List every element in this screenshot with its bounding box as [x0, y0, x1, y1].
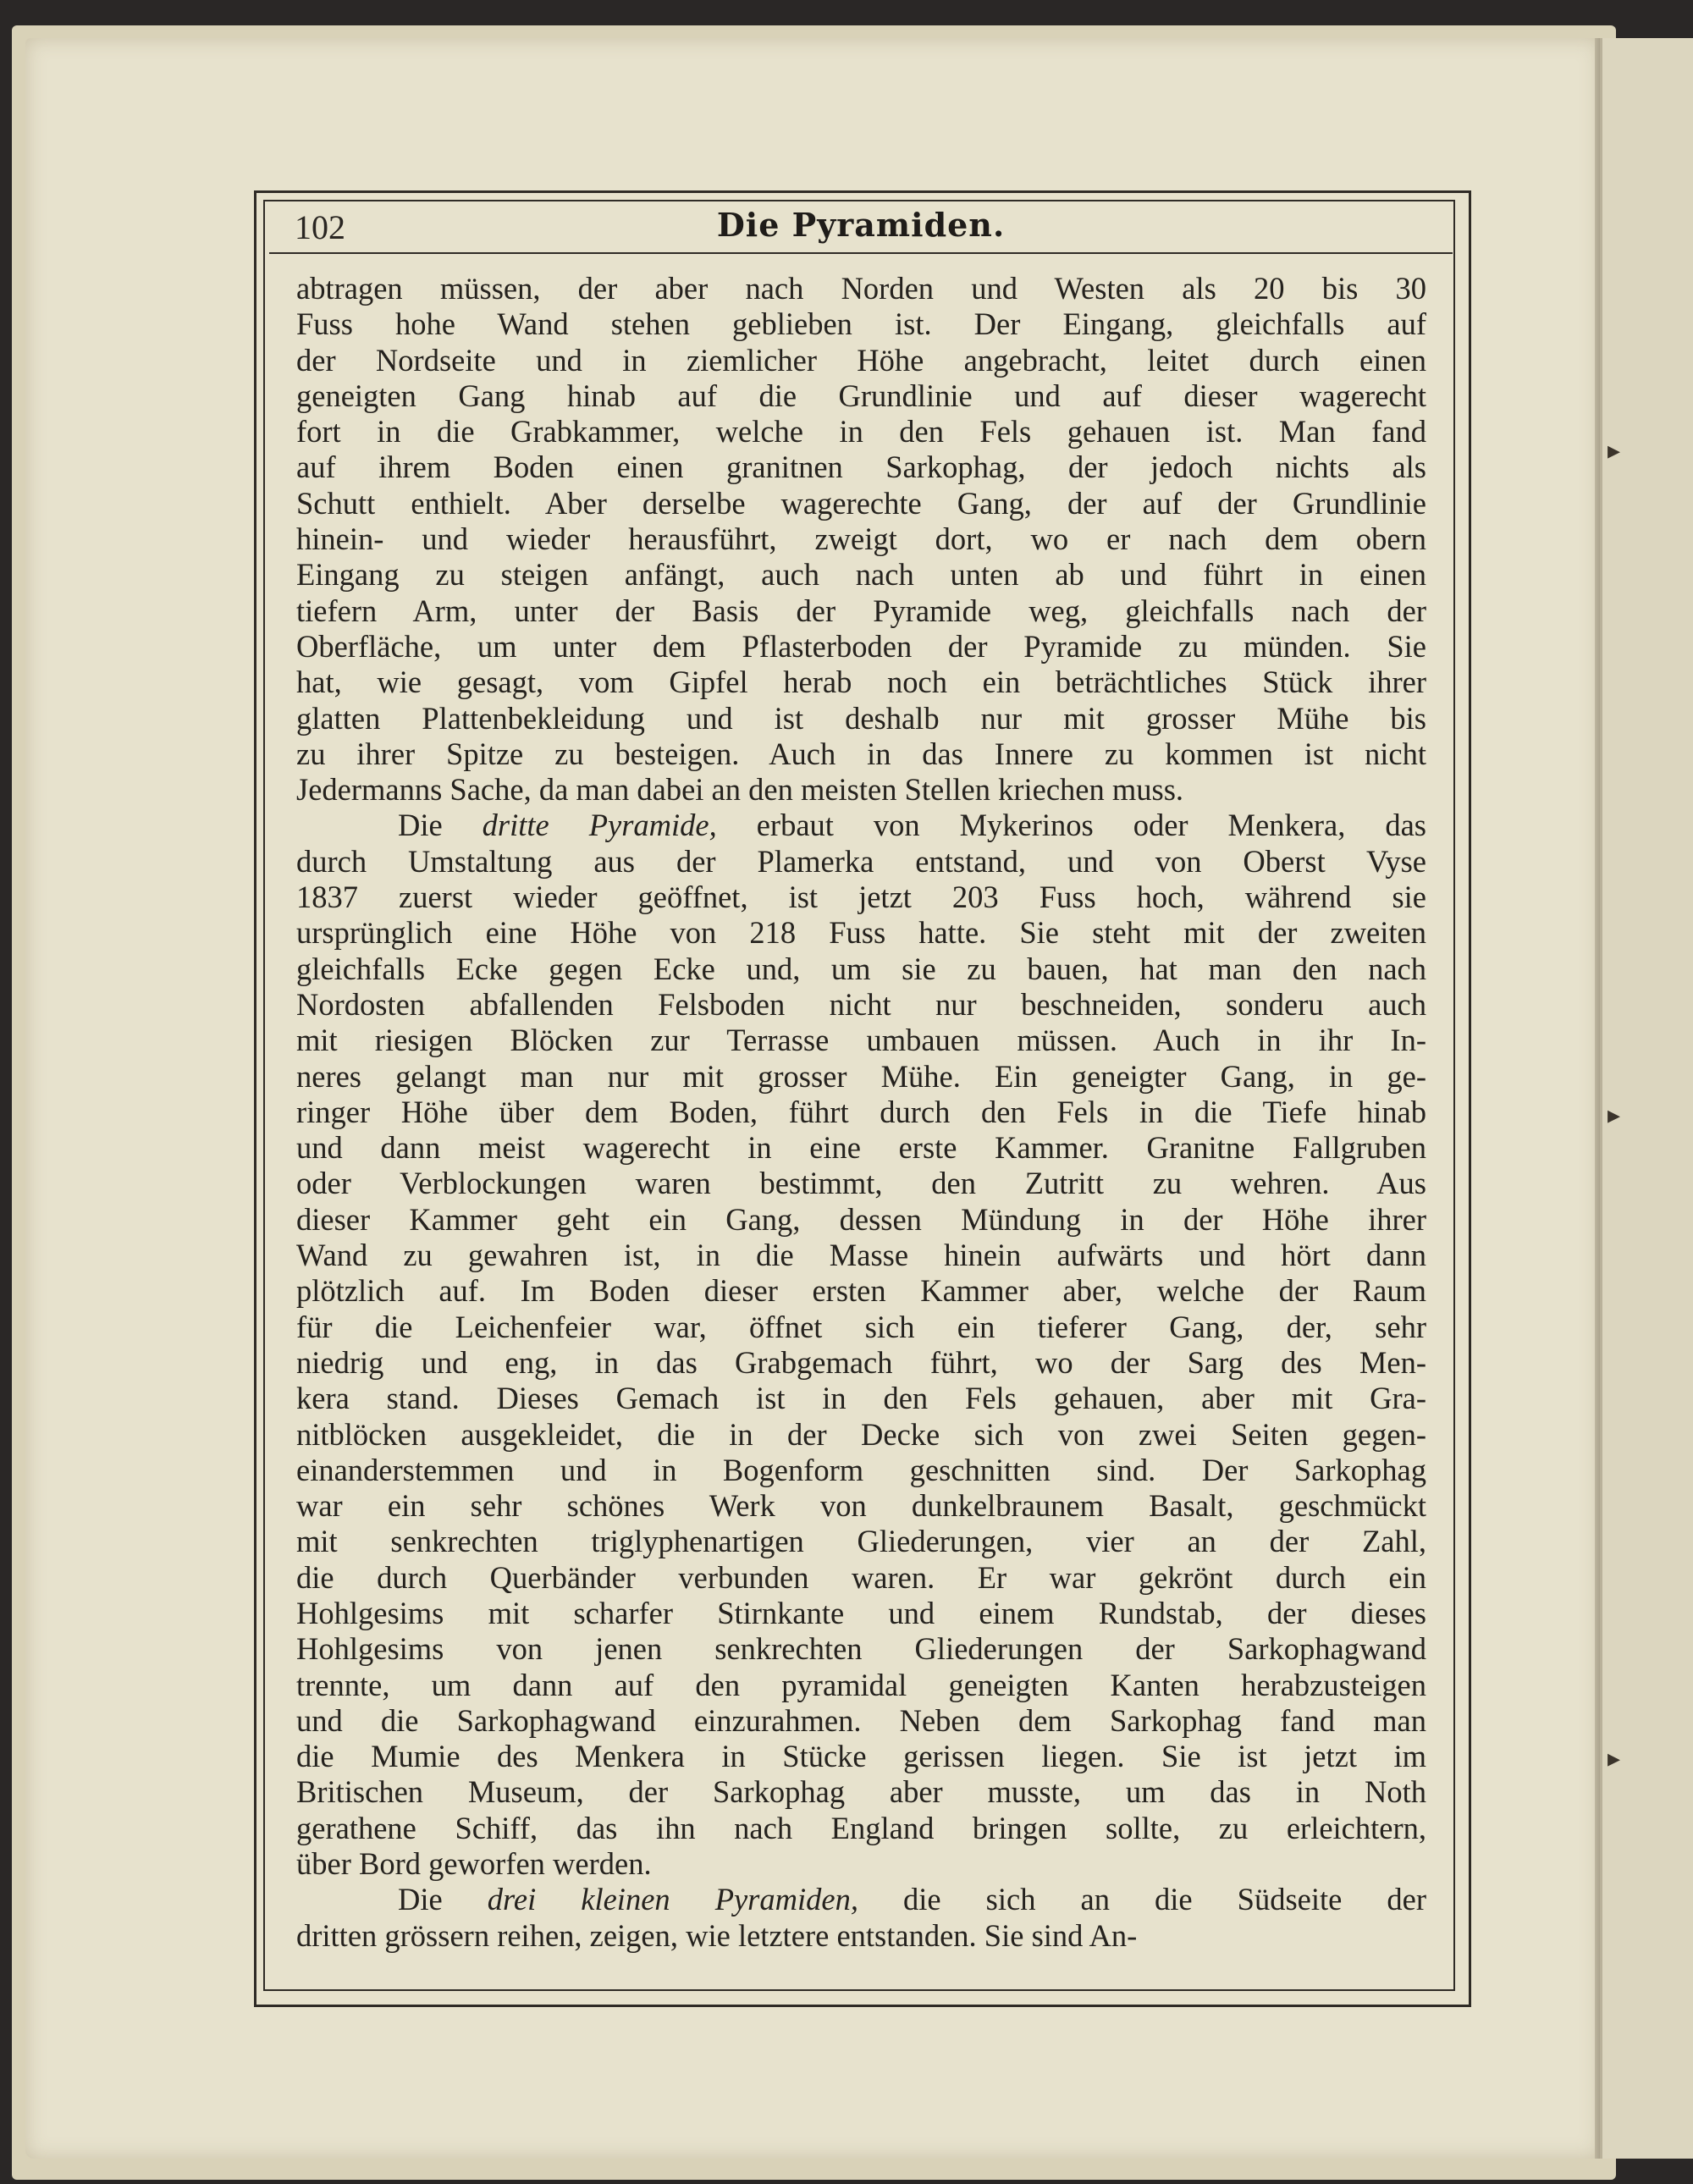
- text-line: war ein sehr schönes Werk von dunkelbraunem Basalt, geschmückt: [296, 1488, 1426, 1524]
- text-line: plötzlich auf. Im Boden dieser ersten Kammer aber, welche der Raum: [296, 1273, 1426, 1309]
- text-line: Wand zu gewahren ist, in die Masse hinein aufwärts und hört dann: [296, 1238, 1426, 1273]
- text-line: dritten grössern reihen, zeigen, wie letztere entstanden. Sie sind An-: [296, 1917, 1138, 1953]
- text-line: Schutt enthielt. Aber derselbe wagerechte Gang, der auf der Grundlinie: [296, 485, 1426, 521]
- adjacent-page-edge: [1600, 38, 1693, 2159]
- text-line: ursprünglich eine Höhe von 218 Fuss hatte. Sie steht mit der zweiten: [296, 915, 1426, 951]
- text-line: hat, wie gesagt, vom Gipfel herab noch ein beträchtliches Stück ihrer: [296, 665, 1426, 700]
- text-line: [296, 808, 1426, 843]
- ribbon-mark-2: ▸: [1608, 1100, 1621, 1130]
- page-number: 102: [295, 208, 345, 246]
- page-title: Die Pyramiden.: [716, 206, 1006, 244]
- text-line: und die Sarkophagwand einzurahmen. Neben dem Sarkophag fand man: [296, 1702, 1426, 1738]
- text-line: zu ihrer Spitze zu besteigen. Auch in das Innere zu kommen ist nicht: [296, 736, 1426, 771]
- text-line: neres gelangt man nur mit grosser Mühe. Ein geneigter Gang, in ge-: [296, 1058, 1426, 1094]
- text-line: fort in die Grabkammer, welche in den Fels gehauen ist. Man fand: [296, 414, 1426, 449]
- text-line: trennte, um dann auf den pyramidal geneigten Kanten herabzusteigen: [296, 1667, 1426, 1702]
- text-segment: erbaut von Mykerinos oder Menkera, das: [716, 808, 1426, 843]
- text-line: abtragen müssen, der aber nach Norden und Westen als 20 bis 30: [296, 271, 1426, 306]
- text-line: gleichfalls Ecke gegen Ecke und, um sie zu bauen, hat man den nach: [296, 951, 1426, 986]
- text-line: Hohlgesims von jenen senkrechten Gliederungen der Sarkophagwand: [296, 1631, 1426, 1667]
- text-segment: Die: [398, 808, 483, 843]
- text-line: für die Leichenfeier war, öffnet sich ein tieferer Gang, der, sehr: [296, 1309, 1426, 1344]
- text-line: nitblöcken ausgekleidet, die in der Decke sich von zwei Seiten gegen-: [296, 1416, 1426, 1452]
- text-line: Fuss hohe Wand stehen geblieben ist. Der Eingang, gleichfalls auf: [296, 306, 1426, 342]
- text-line: hinein- und wieder herausführt, zweigt dort, wo er nach dem obern: [296, 521, 1426, 557]
- text-line: kera stand. Dieses Gemach ist in den Fels gehauen, aber mit Gra-: [296, 1381, 1426, 1416]
- text-segment: die sich an die Südseite der: [858, 1882, 1426, 1917]
- text-line: 1837 zuerst wieder geöffnet, ist jetzt 203 Fuss hoch, während sie: [296, 880, 1426, 915]
- text-line: einanderstemmen und in Bogenform geschnitten sind. Der Sarkophag: [296, 1452, 1426, 1487]
- text-line: Jedermanns Sache, da man dabei an den meisten Stellen kriechen muss.: [296, 772, 1184, 808]
- text-line: glatten Plattenbekleidung und ist deshalb nur mit grosser Mühe bis: [296, 700, 1426, 736]
- text-line: die Mumie des Menkera in Stücke gerissen liegen. Sie ist jetzt im: [296, 1739, 1426, 1774]
- text-line: der Nordseite und in ziemlicher Höhe angebracht, leitet durch einen: [296, 342, 1426, 378]
- running-header: [269, 203, 1453, 254]
- text-segment: Die: [398, 1882, 488, 1917]
- text-line: [296, 1882, 1426, 1917]
- text-line: Hohlgesims mit scharfer Stirnkante und einem Rundstab, der dieses: [296, 1595, 1426, 1630]
- text-line: und dann meist wagerecht in eine erste Kammer. Granitne Fallgruben: [296, 1130, 1426, 1166]
- text-line: Nordosten abfallenden Felsboden nicht nur beschneiden, sonderu auch: [296, 986, 1426, 1022]
- text-line: mit senkrechten triglyphenartigen Gliederungen, vier an der Zahl,: [296, 1524, 1426, 1559]
- text-line: oder Verblockungen waren bestimmt, den Zutritt zu wehren. Aus: [296, 1166, 1426, 1201]
- text-line: ringer Höhe über dem Boden, führt durch den Fels in die Tiefe hinab: [296, 1094, 1426, 1129]
- text-line: durch Umstaltung aus der Plamerka entstand, und von Oberst Vyse: [296, 843, 1426, 879]
- text-line: tiefern Arm, unter der Basis der Pyramide weg, gleichfalls nach der: [296, 593, 1426, 628]
- body-text: [296, 271, 1426, 1954]
- text-line: niedrig und eng, in das Grabgemach führt, wo der Sarg des Men-: [296, 1344, 1426, 1380]
- text-line: geneigten Gang hinab auf die Grundlinie und auf dieser wagerecht: [296, 378, 1426, 413]
- text-line: gerathene Schiff, das ihn nach England bringen sollte, zu erleichtern,: [296, 1810, 1426, 1845]
- emphasized-term: dritte Pyramide,: [482, 808, 717, 843]
- emphasized-term: drei kleinen Pyramiden,: [487, 1882, 858, 1917]
- text-line: auf ihrem Boden einen granitnen Sarkophag, der jedoch nichts als: [296, 449, 1426, 485]
- ribbon-mark-1: ▸: [1608, 436, 1621, 466]
- text-line: die durch Querbänder verbunden waren. Er war gekrönt durch ein: [296, 1559, 1426, 1595]
- text-line: Oberfläche, um unter dem Pflasterboden der Pyramide zu münden. Sie: [296, 628, 1426, 664]
- text-line: dieser Kammer geht ein Gang, dessen Mündung in der Höhe ihrer: [296, 1201, 1426, 1237]
- ribbon-mark-3: ▸: [1608, 1744, 1621, 1773]
- text-line: Britischen Museum, der Sarkophag aber musste, um das in Noth: [296, 1774, 1426, 1810]
- text-line: über Bord geworfen werden.: [296, 1846, 652, 1882]
- text-line: Eingang zu steigen anfängt, auch nach unten ab und führt in einen: [296, 557, 1426, 593]
- text-line: mit riesigen Blöcken zur Terrasse umbauen müssen. Auch in ihr In-: [296, 1023, 1426, 1058]
